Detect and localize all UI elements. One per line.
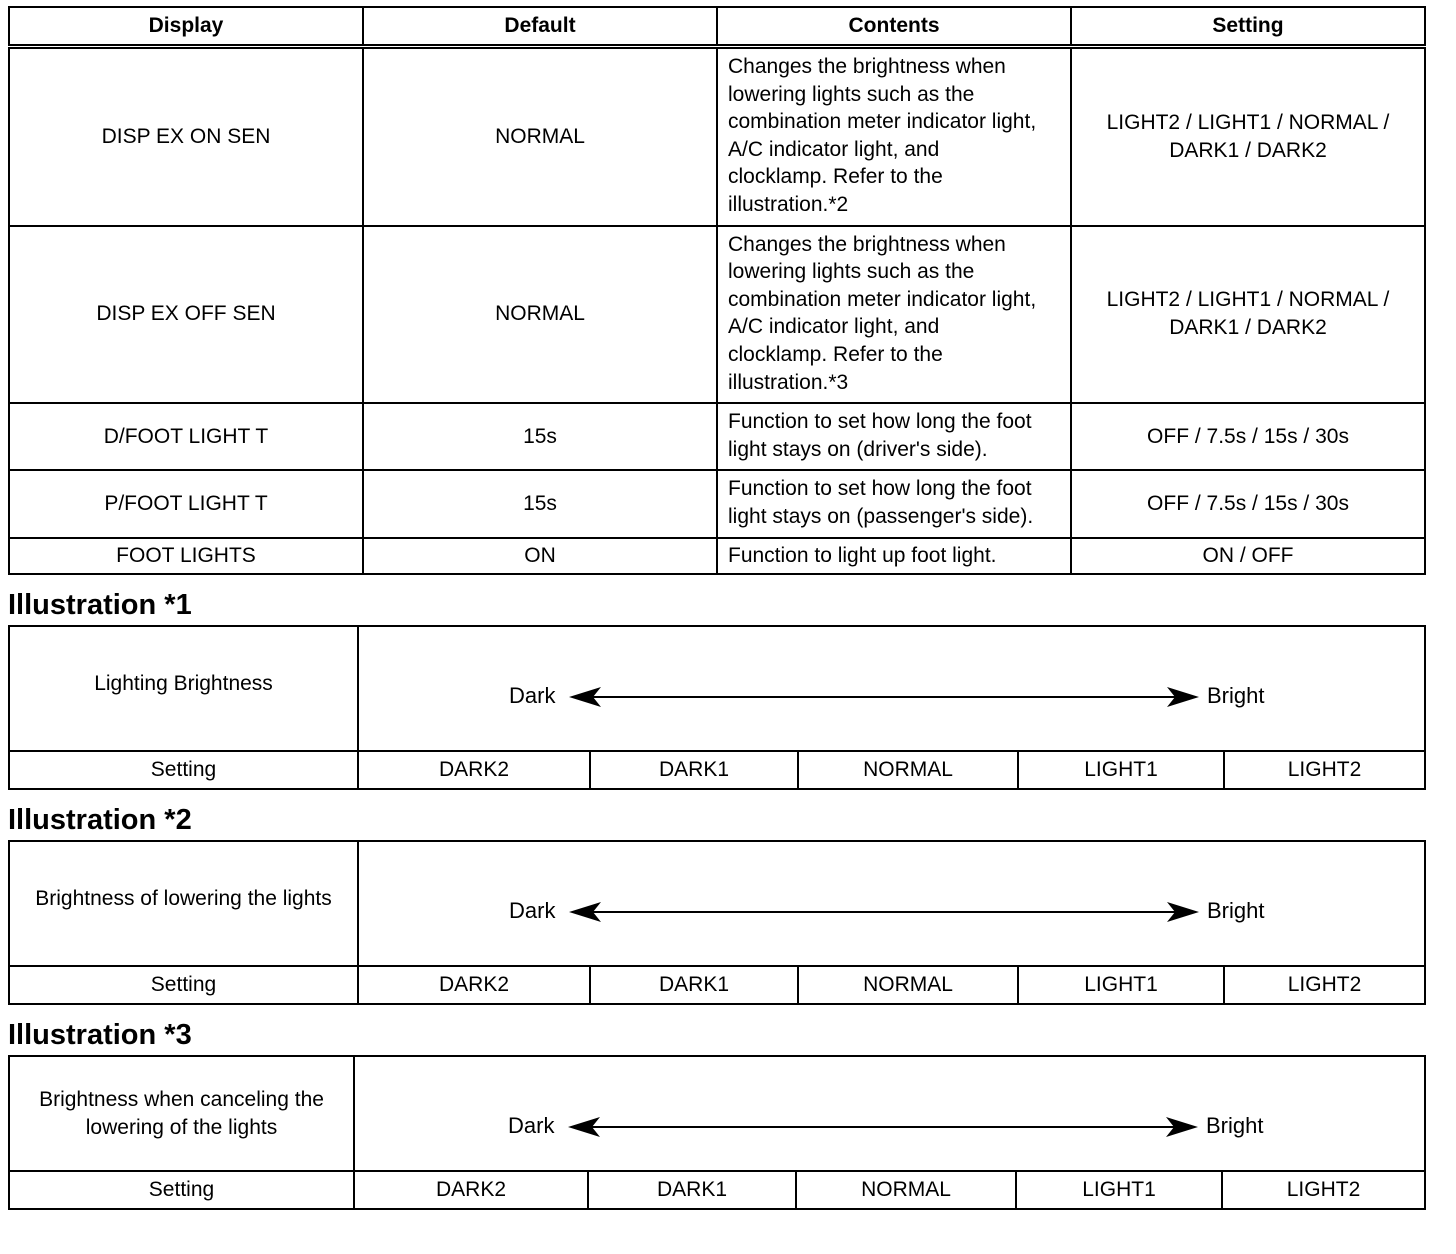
contents-line: combination meter indicator light, bbox=[728, 287, 1037, 311]
display-cell: FOOT LIGHTS bbox=[9, 538, 363, 574]
default-cell: NORMAL bbox=[363, 226, 717, 404]
illustration-label bbox=[9, 626, 358, 751]
table-row bbox=[9, 538, 1425, 574]
setting-label: Setting bbox=[9, 1171, 354, 1209]
dark-label: Dark bbox=[508, 1113, 555, 1138]
contents-line: Function to set how long the foot bbox=[728, 410, 1032, 434]
illustration-label-line: Lighting Brightness bbox=[94, 671, 273, 695]
setting-line: OFF / 7.5s / 15s / 30s bbox=[1147, 424, 1349, 448]
contents-line: clocklamp. Refer to the bbox=[728, 342, 943, 366]
contents-line: clocklamp. Refer to the bbox=[728, 165, 943, 189]
contents-cell bbox=[717, 226, 1071, 404]
bright-label: Bright bbox=[1206, 1113, 1264, 1138]
bright-label: Bright bbox=[1207, 683, 1265, 708]
setting-cell bbox=[1071, 538, 1425, 574]
table-row bbox=[9, 226, 1425, 404]
display-cell: DISP EX ON SEN bbox=[9, 47, 363, 226]
table-row bbox=[9, 470, 1425, 537]
table-row bbox=[9, 47, 1425, 226]
brightness-arrow-graphic bbox=[359, 627, 1425, 740]
level-cell: DARK1 bbox=[590, 751, 798, 789]
dark-label: Dark bbox=[509, 898, 556, 923]
contents-line: A/C indicator light, and bbox=[728, 137, 940, 161]
setting-cell bbox=[1071, 470, 1425, 537]
header-default: Default bbox=[363, 7, 717, 47]
contents-line: combination meter indicator light, bbox=[728, 110, 1037, 134]
setting-line: LIGHT2 / LIGHT1 / NORMAL / bbox=[1106, 110, 1390, 134]
contents-line: illustration.*3 bbox=[728, 370, 849, 394]
brightness-scale bbox=[358, 841, 1425, 966]
default-cell: ON bbox=[363, 538, 717, 574]
dark-label: Dark bbox=[509, 683, 556, 708]
default-cell: 15s bbox=[363, 403, 717, 470]
illustration-label-line: lowering of the lights bbox=[85, 1115, 278, 1139]
contents-line: illustration.*2 bbox=[728, 192, 849, 216]
illustration-3-table bbox=[8, 1055, 1426, 1210]
bright-label: Bright bbox=[1207, 898, 1265, 923]
contents-line: Changes the brightness when bbox=[728, 232, 1006, 256]
display-cell: P/FOOT LIGHT T bbox=[9, 470, 363, 537]
header-setting: Setting bbox=[1071, 7, 1425, 47]
illustration-label-line: Brightness when canceling the bbox=[39, 1087, 324, 1111]
contents-line: light stays on (passenger's side). bbox=[728, 504, 1034, 528]
level-cell: LIGHT1 bbox=[1016, 1171, 1222, 1209]
header-contents: Contents bbox=[717, 7, 1071, 47]
contents-line: lowering lights such as the bbox=[728, 82, 975, 106]
illustration-2-table bbox=[8, 840, 1426, 1005]
contents-cell bbox=[717, 538, 1071, 574]
contents-line: Function to light up foot light. bbox=[728, 543, 997, 567]
contents-cell bbox=[717, 470, 1071, 537]
default-cell: 15s bbox=[363, 470, 717, 537]
level-cell: DARK2 bbox=[358, 751, 590, 789]
level-cell: DARK2 bbox=[354, 1171, 588, 1209]
illustration-label bbox=[9, 841, 358, 966]
level-cell: NORMAL bbox=[798, 751, 1018, 789]
contents-line: Function to set how long the foot bbox=[728, 477, 1032, 501]
setting-cell bbox=[1071, 47, 1425, 226]
setting-label: Setting bbox=[9, 966, 358, 1004]
contents-cell bbox=[717, 47, 1071, 226]
illustration-label bbox=[9, 1056, 354, 1171]
contents-line: A/C indicator light, and bbox=[728, 315, 940, 339]
setting-cell bbox=[1071, 226, 1425, 404]
illustration-2-title: Illustration *2 bbox=[8, 804, 192, 836]
level-cell: LIGHT1 bbox=[1018, 966, 1224, 1004]
illustration-3-title: Illustration *3 bbox=[8, 1019, 192, 1051]
level-cell: LIGHT2 bbox=[1222, 1171, 1425, 1209]
setting-line: DARK1 / DARK2 bbox=[1169, 138, 1327, 162]
level-cell: LIGHT1 bbox=[1018, 751, 1224, 789]
display-cell: D/FOOT LIGHT T bbox=[9, 403, 363, 470]
setting-line: ON / OFF bbox=[1202, 543, 1294, 567]
contents-line: Changes the brightness when bbox=[728, 55, 1006, 78]
contents-cell bbox=[717, 403, 1071, 470]
setting-line: DARK1 / DARK2 bbox=[1169, 316, 1327, 340]
level-cell: DARK2 bbox=[358, 966, 590, 1004]
illustration-1-table bbox=[8, 625, 1426, 790]
display-cell: DISP EX OFF SEN bbox=[9, 226, 363, 404]
contents-line: light stays on (driver's side). bbox=[728, 437, 988, 461]
level-cell: DARK1 bbox=[590, 966, 798, 1004]
setting-cell bbox=[1071, 403, 1425, 470]
contents-line: lowering lights such as the bbox=[728, 260, 975, 284]
table-header-row bbox=[9, 7, 1425, 47]
default-cell: NORMAL bbox=[363, 47, 717, 226]
brightness-scale bbox=[358, 626, 1425, 751]
illustration-label-line: Brightness of lowering the lights bbox=[35, 886, 332, 910]
settings-table bbox=[8, 6, 1426, 575]
level-cell: LIGHT2 bbox=[1224, 751, 1425, 789]
level-cell: LIGHT2 bbox=[1224, 966, 1425, 1004]
level-cell: DARK1 bbox=[588, 1171, 796, 1209]
level-cell: NORMAL bbox=[798, 966, 1018, 1004]
table-row bbox=[9, 403, 1425, 470]
brightness-arrow-graphic bbox=[355, 1057, 1426, 1170]
setting-label: Setting bbox=[9, 751, 358, 789]
brightness-scale bbox=[354, 1056, 1425, 1171]
header-display: Display bbox=[9, 7, 363, 47]
setting-line: OFF / 7.5s / 15s / 30s bbox=[1147, 491, 1349, 515]
setting-line: LIGHT2 / LIGHT1 / NORMAL / bbox=[1106, 288, 1390, 312]
illustration-1-title: Illustration *1 bbox=[8, 589, 192, 621]
brightness-arrow-graphic bbox=[359, 842, 1425, 955]
level-cell: NORMAL bbox=[796, 1171, 1016, 1209]
